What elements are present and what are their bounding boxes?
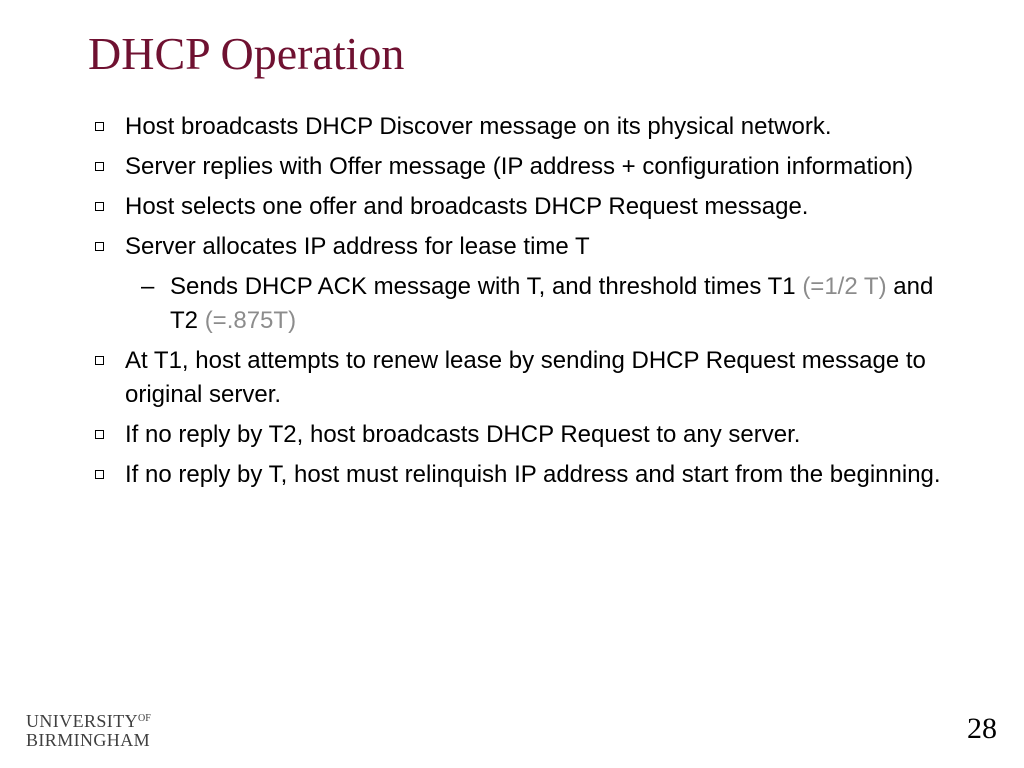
bullet-list <box>92 110 942 498</box>
square-bullet-icon <box>95 356 104 365</box>
bullet-text: Server replies with Offer message (IP address + configuration information) <box>125 153 914 180</box>
square-bullet-icon <box>95 122 104 131</box>
bullet-item <box>92 418 942 452</box>
slide-title: DHCP Operation <box>88 28 405 79</box>
square-bullet-icon <box>95 162 104 171</box>
sub-bullet-item <box>125 270 942 338</box>
t1-value-note: (=1/2 T) <box>802 273 887 300</box>
square-bullet-icon <box>95 242 104 251</box>
university-logo <box>26 709 151 750</box>
logo-birmingham-text: BIRMINGHAM <box>26 730 151 750</box>
bullet-item <box>92 344 942 412</box>
bullet-text: Host selects one offer and broadcasts DHCP Request message. <box>125 193 809 220</box>
square-bullet-icon <box>95 202 104 211</box>
t2-value-note: (=.875T) <box>204 307 297 334</box>
logo-line-1 <box>26 709 151 731</box>
bullet-item <box>92 458 942 492</box>
bullet-item <box>92 230 942 338</box>
bullet-item <box>92 110 942 144</box>
square-bullet-icon <box>95 470 104 479</box>
bullet-text: Server allocates IP address for lease time T <box>125 233 590 260</box>
bullet-item <box>92 150 942 184</box>
bullet-text: Host broadcasts DHCP Discover message on its physical network. <box>125 113 832 140</box>
logo-university-text: UNIVERSITY <box>26 711 138 731</box>
sub-bullet-text-cont: and T2 <box>170 273 934 334</box>
page-number: 28 <box>967 712 997 745</box>
logo-of-text: OF <box>138 713 151 724</box>
square-bullet-icon <box>95 430 104 439</box>
bullet-item <box>92 190 942 224</box>
sub-bullet-text: Sends DHCP ACK message with T, and threshold times T1 <box>170 273 796 300</box>
bullet-text: At T1, host attempts to renew lease by sending DHCP Request message to original server. <box>125 347 926 408</box>
bullet-text: If no reply by T2, host broadcasts DHCP Request to any server. <box>125 421 801 448</box>
dash-bullet-icon: – <box>141 273 155 300</box>
bullet-text: If no reply by T, host must relinquish IP address and start from the beginning. <box>125 461 941 488</box>
sub-bullet-list <box>125 270 942 338</box>
